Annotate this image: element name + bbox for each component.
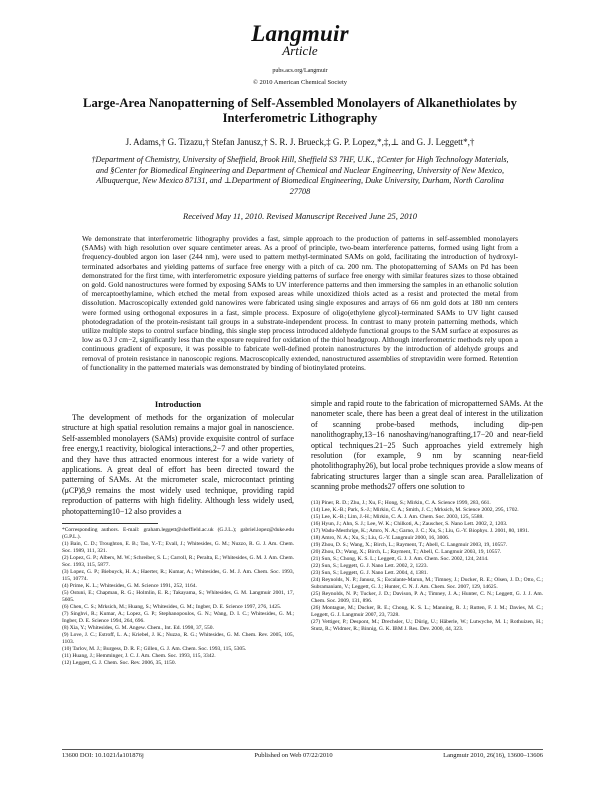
reference-item: (27) Vettiger, P.; Despont, M.; Drechsler, U.; Dürig, U.; Häberle, W.; Lutwyche, M. I.; Rothuizen, H.; Stutz, R.; Widmer, R.; Binnig, G. K. IBM J. Res. Dev. 2000, 44, 323. (311, 618, 543, 632)
reference-item: (23) Sun, S.; Leggett, G. J. Nano Lett. 2004, 4, 1381. (311, 569, 428, 576)
reference-item: (22) Sun, S.; Leggett, G. J. Nano Lett. 2002, 2, 1223. (311, 562, 428, 569)
footnote-divider (62, 523, 158, 524)
reference-item: (19) Zhou, D. S.; Wang, X.; Birch, L.; Rayment, T.; Abell, C. Langmuir 2003, 19, 10557. (311, 541, 508, 548)
reference-item: (26) Montague, M.; Ducker, R. E.; Chong, K. S. L.; Manning, R. J.; Rutten, F. J. M.; Davies, M. C.; Leggett, G. J. Langmuir 2007, 23, 7328. (311, 604, 543, 618)
correspondence-note: *Corresponding authors. E-mail: graham.leggett@sheffield.ac.uk (G.J.L.); gabriel.lopez@duke.edu (G.P.L.). (62, 527, 294, 541)
reference-item: (5) Ostuni, E.; Chapman, R. G.; Holmlin, E. R.; Takayama, S.; Whitesides, G. M. Langmuir 2001, 17, 5605. (62, 590, 294, 604)
right-column (311, 399, 543, 633)
footnotes-left (62, 527, 294, 667)
journal-logo (0, 22, 600, 57)
reference-item: (21) Sun, S.; Chong, K. S. L.; Leggett, G. J. J. Am. Chem. Soc. 2002, 124, 2414. (311, 555, 489, 562)
reference-item: (8) Xia, Y.; Whitesides, G. M. Angew. Chem., Int. Ed. 1998, 37, 550. (62, 625, 214, 632)
reference-list-right (311, 500, 543, 633)
journal-name: Langmuir (251, 21, 349, 46)
reference-item: (16) Hyun, J.; Ahn, S. J.; Lee, W. K.; Chilkoti, A.; Zauscher, S. Nano Lett. 2002, 2, 1203. (311, 520, 508, 527)
reference-item: (9) Love, J. C.; Estroff, L. A.; Kriebel, J. K.; Nuzzo, R. G.; Whitesides, G. M. Chem. Rev. 2005, 105, 1103. (62, 632, 294, 646)
journal-url[interactable]: pubs.acs.org/Langmuir (272, 68, 328, 74)
article-title: Large-Area Nanopatterning of Self-Assembled Monolayers of Alkanethiolates by Interferometric Lithography (83, 96, 517, 125)
intro-paragraph-left: The development of methods for the organization of molecular structure at high spatial resolution remains a major goal in nanoscience. Self-assembled monolayers (SAMs) provide exquisite control of surface free energy,1 reactivity, biological interactions,2−7 and other properties, and they have thus attracted enormous interest for a wide variety of applications. A great deal of effort has been directed toward the patterning of SAMs. At the micrometer scale, microcontact printing (μCP)8,9 remains the most widely used technique, providing rapid reproduction of patterns with high fidelity. Although less widely used, photopatterning10−12 also provides a (62, 413, 294, 516)
reference-item: (14) Lee, K.-B.; Park, S.-J.; Mirkin, C. A.; Smith, J. C.; Mrksich, M. Science 2002, 295, 1702. (311, 506, 519, 513)
page-footer (62, 752, 543, 759)
intro-paragraph-right: simple and rapid route to the fabrication of micropatterned SAMs. At the nanometer scale, there has been a great deal of interest in the utilization of scanning probe-based methods, including dip-pen nanolithography,13−16 nanoshaving/nanografting,17−20 and near-field optical techniques.21−25 Such approaches yield extremely high resolution (for example, 9 nm by scanning near-field photolithography26), but local probe techniques provide a slow means of fabricating structures larger than a single scan area. Parallelization of scanning probe methods27 offers one solution to (311, 399, 543, 492)
copyright: © 2010 American Chemical Society (252, 79, 348, 86)
reference-item: (18) Amro, N. A.; Xu, S.; Liu, G.-Y. Langmuir 2000, 16, 3006. (311, 534, 450, 541)
received-dates: Received May 11, 2010. Revised Manuscript Received June 25, 2010 (183, 211, 417, 221)
reference-item: (12) Leggett, G. J. Chem. Soc. Rev. 2006, 35, 1150. (62, 660, 177, 667)
reference-item: (10) Tarlov, M. J.; Burgess, D. R. F.; Gillen, G. J. Am. Chem. Soc. 1993, 115, 5305. (62, 646, 247, 653)
author-list: J. Adams,† G. Tizazu,† Stefan Janusz,† S. R. J. Brueck,‡ G. P. Lopez,*,‡,⊥ and G. J. Leggett*,† (125, 137, 475, 147)
reference-item: (24) Reynolds, N. P.; Janusz, S.; Escalante-Marun, M.; Timney, J.; Ducker, R. E.; Olsen, J. D.; Otto, C.; Subramaniam, V.; Leggett, G. J.; Hunter, C. N. J. Am. Chem. Soc. 2007, 129, 14625. (311, 576, 543, 590)
reference-item: (7) Singhvi, R.; Kumar, A.; Lopez, G. P.; Stephanopoulos, G. N.; Wang, D. I. C.; Whitesides, G. M.; Ingber, D. E. Science 1994, 264, 696. (62, 611, 294, 625)
reference-item: (2) Lopez, G. P.; Albers, M. W.; Schreiber, S. L.; Carroll, R.; Peralta, E.; Whitesides, G. M. J. Am. Chem. Soc. 1993, 115, 5877. (62, 555, 294, 569)
reference-item: (17) Wadu-Mesthrige, K.; Amro, N. A.; Garno, J. C.; Xu, S.; Liu, G.-Y. Biophys. J. 2001, 80, 1891. (311, 527, 530, 534)
abstract: We demonstrate that interferometric lithography provides a fast, simple approach to the production of patterns in self-assembled monolayers (SAMs) with high resolution over square centimeter areas. As a proof of principle, two-beam interference patterns, formed using light from a frequency-doubled argon ion laser (244 nm), were used to pattern methyl-terminated SAMs on gold, facilitating the introduction of hydroxyl-terminated adsorbates and yielding patterns of surface free energy with a pitch of ca. 200 nm. The photopatterning of SAMs on Pd has been demonstrated for the first time, with interferometric exposure yielding patterns of surface free energy with similar features sizes to those obtained on gold. Gold nanostructures were formed by exposing SAMs to UV interference patterns and then immersing the samples in an ethanolic solution of mercaptoethylamine, which etched the metal from exposed areas while unoxidized thiols acted as a resist and protected the metal from dissolution. Macroscopically extended gold nanowires were fabricated using single exposures and arrays of 66 nm gold dots at 180 nm centers were formed using orthogonal exposures in a fast, simple process. Exposure of oligo(ethylene glycol)-terminated SAMs to UV light caused photodegradation of the protein-resistant tail groups in a substrate-independent process. In contrast to many protein patterning methods, which utilize multiple steps to control surface binding, this single step process introduced aldehyde functional groups to the SAM surface at exposures as low as 0.3 J cm−2, significantly less than the exposure required for oxidation of the thiol headgroup. Although interferometric methods rely upon a continuous gradient of exposure, it was possible to fabricate well-defined protein nanostructures by the introduction of aldehyde groups and removal of protein resistance in nanoscopic regions. Macroscopically extended, nanostructured assemblies of streptavidin were formed. Retention of functionality in the patterned materials was demonstrated by binding of biotinylated proteins. (82, 234, 518, 372)
journal-type: Article (282, 43, 318, 58)
reference-item: (20) Zhou, D.; Wang, X.; Birch, L.; Rayment, T.; Abell, C. Langmuir 2003, 19, 10557. (311, 548, 502, 555)
section-heading-introduction: Introduction (154, 399, 202, 409)
reference-item: (15) Lee, K.-B.; Lim, J.-H.; Mirkin, C. A. J. Am. Chem. Soc. 2003, 125, 5588. (311, 513, 484, 520)
footer-divider (62, 749, 543, 750)
reference-item: (11) Huang, J.; Hemminger, J. C. J. Am. Chem. Soc. 1993, 115, 3342. (62, 653, 216, 660)
footer-citation: Langmuir 2010, 26(16), 13600–13606 (443, 752, 543, 759)
footer-published: Published on Web 07/22/2010 (254, 752, 333, 759)
footer-doi[interactable]: 13600 DOI: 10.1021/la101876j (62, 752, 144, 759)
affiliations: †Department of Chemistry, University of Sheffield, Brook Hill, Sheffield S3 7HF, U.K., ‡Center for High Technology Materials, and §Center for Biomedical Engineering and Department of Chemical and Nuclear Engineering, University of New Mexico, Albuquerque, New Mexico 87131, and ⊥Department of Biomedical Engineering, Duke University, Durham, North Carolina 27708 (91, 155, 509, 196)
reference-item: (25) Reynolds, N. P.; Tucker, J. D.; Davison, P. A.; Timney, J. A.; Hunter, C. N.; Leggett, G. J. J. Am. Chem. Soc. 2009, 131, 896. (311, 590, 543, 604)
reference-item: (13) Piner, R. D.; Zhu, J.; Xu, F.; Hong, S.; Mirkin, C. A. Science 1999, 283, 661. (311, 499, 491, 506)
reference-item: (6) Chen, C. S.; Mrksich, M.; Huang, S.; Whitesides, G. M.; Ingber, D. E. Science 1997, 276, 1425. (62, 604, 282, 611)
reference-item: (1) Bain, C. D.; Troughton, E. B.; Tao, Y.-T.; Evall, J.; Whitesides, G. M.; Nuzzo, R. G. J. Am. Chem. Soc. 1989, 111, 321. (62, 541, 294, 555)
reference-item: (4) Prime, K. L.; Whitesides, G. M. Science 1991, 252, 1164. (62, 583, 197, 590)
left-column (62, 399, 294, 667)
reference-list-left (62, 541, 294, 667)
reference-item: (3) Lopez, G. P.; Biebuyck, H. A.; Haerter, R.; Kumar, A.; Whitesides, G. M. J. Am. Chem. Soc. 1993, 115, 10774. (62, 569, 294, 583)
